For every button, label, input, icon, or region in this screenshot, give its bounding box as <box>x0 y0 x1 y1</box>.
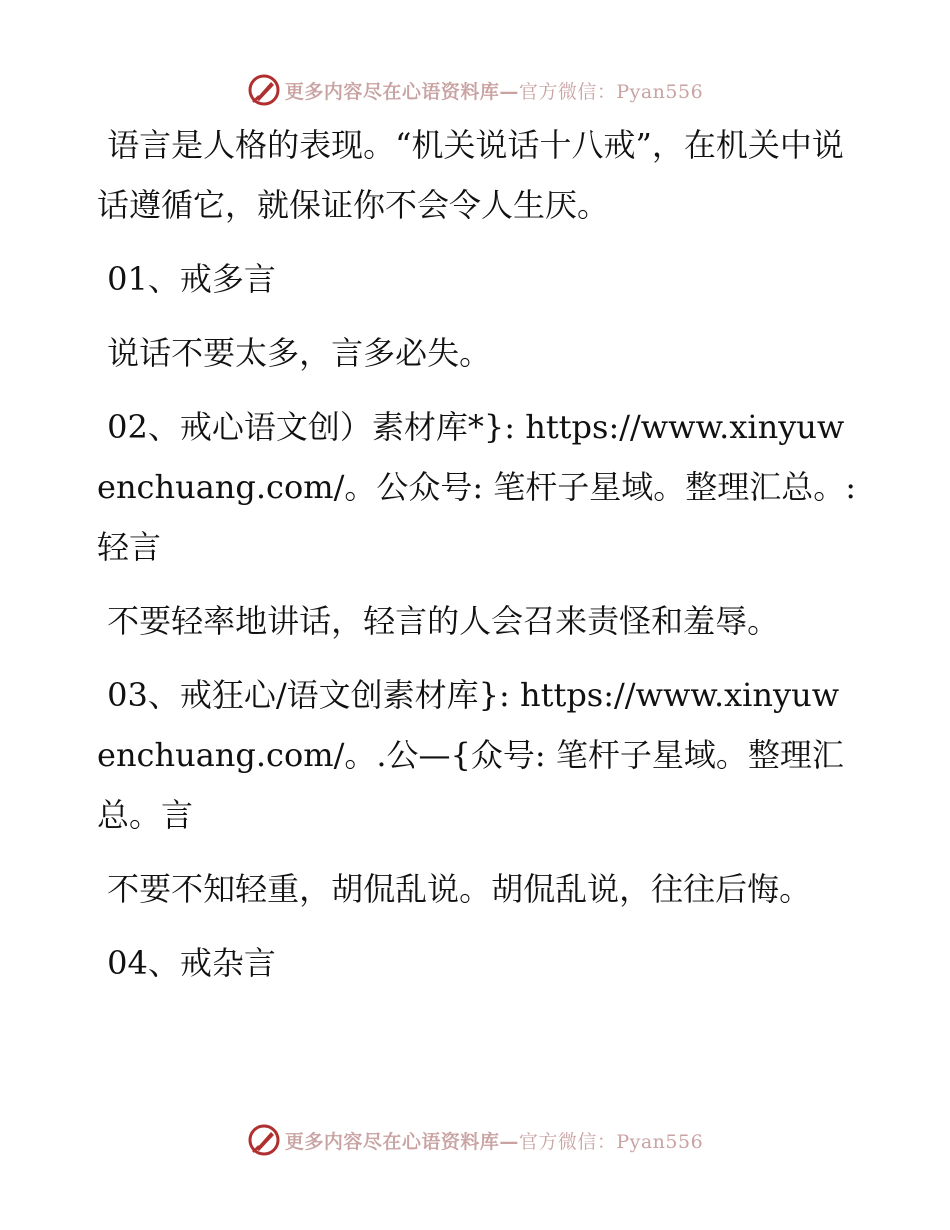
paragraph-rule-02: 不要轻率地讲话，轻言的人会召来责怪和羞辱。 <box>97 602 780 640</box>
heading-rule-02: 02、戒心语文创）素材库*}: https://www.xinyuwenchuang.com/。公众号: 笔杆子星域。整理汇总。:轻言 <box>97 408 857 566</box>
heading-rule-03: 03、戒狂心/语文创素材库}: https://www.xinyuwenchuang.com/。.公—{众号: 笔杆子星域。整理汇总。言 <box>97 676 844 834</box>
footer-watermark-banner <box>0 1120 950 1160</box>
watermark-text <box>285 1127 703 1154</box>
heading-rule-01: 01、戒多言 <box>97 260 276 298</box>
watermark-site-name: 更多内容尽在心语资料库 <box>284 80 500 103</box>
header-watermark-banner <box>0 70 950 110</box>
quill-pen-logo-icon <box>247 1123 281 1157</box>
document-body <box>97 115 857 1007</box>
watermark-separator: — <box>499 80 519 103</box>
paragraph-intro: 语言是人格的表现。“机关说话十八戒”，在机关中说话遵循它，就保证你不会令人生厌。 <box>97 126 844 224</box>
watermark-text <box>285 77 703 104</box>
paragraph-rule-01: 说话不要太多，言多必失。 <box>97 334 492 372</box>
watermark-wechat: 官方微信：Pyan556 <box>518 1130 704 1153</box>
watermark-wechat: 官方微信：Pyan556 <box>518 80 704 103</box>
quill-pen-logo-icon <box>247 73 281 107</box>
paragraph-rule-03: 不要不知轻重，胡侃乱说。胡侃乱说，往往后悔。 <box>97 870 812 908</box>
watermark-site-name: 更多内容尽在心语资料库 <box>284 1130 500 1153</box>
watermark-separator: — <box>499 1130 519 1153</box>
heading-rule-04: 04、戒杂言 <box>97 944 276 982</box>
